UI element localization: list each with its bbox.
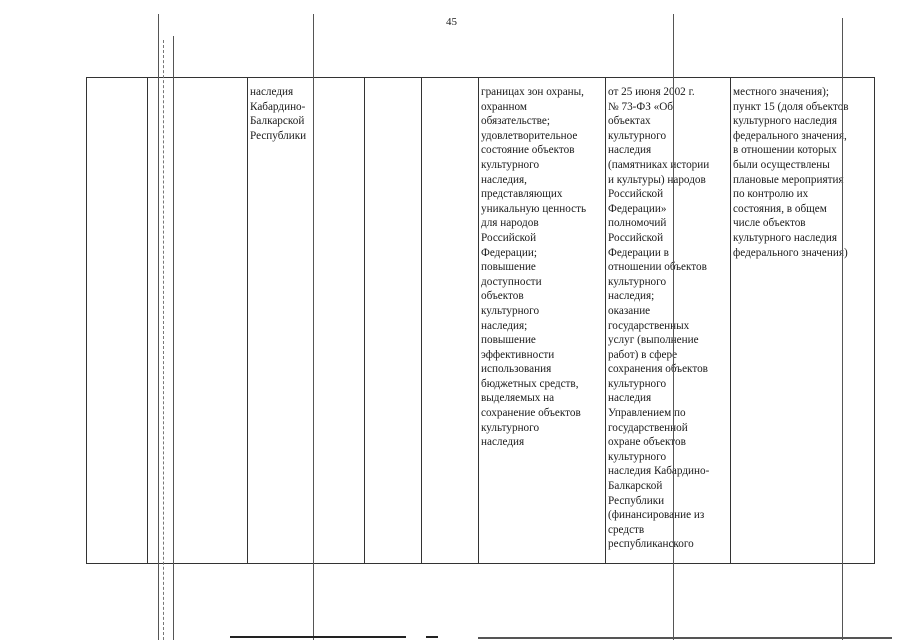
column-divider xyxy=(364,77,365,564)
scan-artifact-line xyxy=(173,36,174,640)
page-number: 45 xyxy=(446,16,457,28)
scan-artifact-line xyxy=(163,40,164,640)
column-divider xyxy=(147,77,148,564)
column-divider xyxy=(421,77,422,564)
scan-artifact-line xyxy=(673,14,674,640)
scan-artifact-bar xyxy=(426,636,438,638)
table-cell: границах зон охраны, охранном обязательстве; удовлетворительное состояние объектов культурного наследия, представляющих уникальную ценность для народов Российской Федерации; повышение доступности объектов культурного наследия; повышение эффективности использования бюджетных средств, выделяемых на сохранение объектов культурного наследия xyxy=(481,86,587,449)
column-divider xyxy=(730,77,731,564)
scan-artifact-bar xyxy=(230,636,406,638)
scan-artifact-bar xyxy=(478,637,892,639)
scan-artifact-line xyxy=(158,14,159,640)
table-cell: от 25 июня 2002 г. № 73-ФЗ «Об объектах культурного наследия (памятниках истории и культуры) народов Российской Федерации» полномочий Российской Федерации в отношении объектов культурного наследия; оказание государственных услуг (выполнение работ) в сфере сохранения объектов культурного наследия Управлением по государственной охране объектов культурного наследия Кабардино- Балкарской Республики (финансирование из средств республиканского xyxy=(608,86,710,551)
table-cell: местного значения); пункт 15 (доля объектов культурного наследия федерального значения, в отношении которых были осуществлены плановые мероприятия по контролю их состояния, в общем числе объектов культурного наследия федерального значения) xyxy=(733,86,849,259)
scan-artifact-line xyxy=(842,18,843,640)
table-cell: наследия Кабардино- Балкарской Республики xyxy=(250,86,307,142)
column-divider xyxy=(605,77,606,564)
column-divider xyxy=(247,77,248,564)
scan-artifact-line xyxy=(313,14,314,640)
column-divider xyxy=(478,77,479,564)
